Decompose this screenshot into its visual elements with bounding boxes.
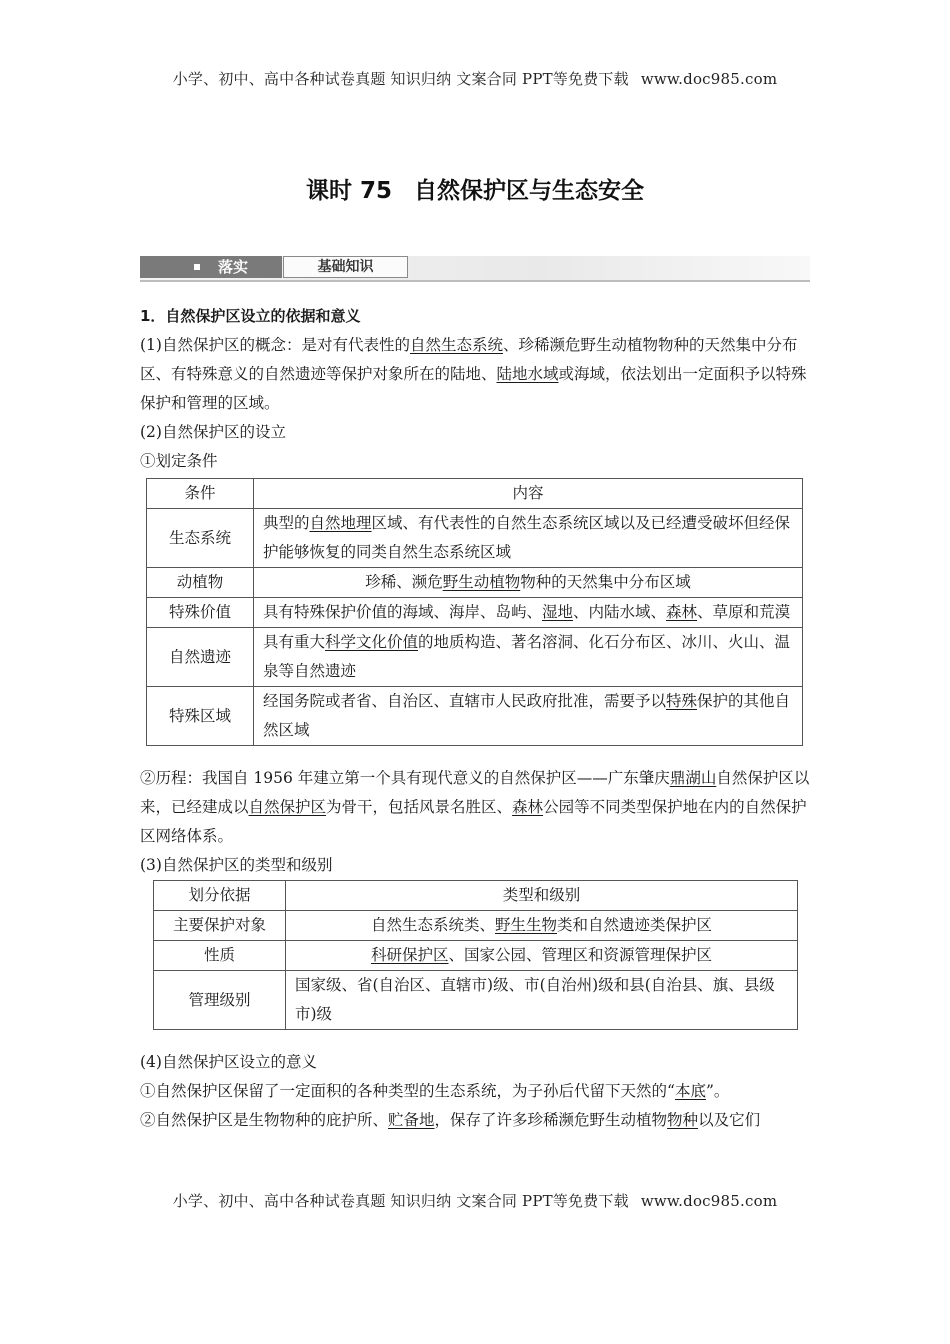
table-header-row bbox=[147, 479, 803, 509]
page-footer bbox=[0, 1190, 950, 1211]
table-cell-basis: 管理级别 bbox=[154, 971, 286, 1030]
table-cell-condition: 动植物 bbox=[147, 568, 254, 598]
table-row bbox=[147, 598, 803, 628]
header-url[interactable]: www.doc985.com bbox=[640, 70, 778, 88]
table-cell-content: 具有特殊保护价值的海域、海岸、岛屿、湿地、内陆水域、森林、草原和荒漠 bbox=[254, 598, 803, 628]
table-cell-content: 珍稀、濒危野生动植物物种的天然集中分布区域 bbox=[254, 568, 803, 598]
table-row bbox=[154, 941, 798, 971]
underlined-answer: 自然生态系统 bbox=[409, 336, 503, 354]
underlined-answer: 贮备地 bbox=[388, 1111, 435, 1129]
page-header bbox=[0, 68, 950, 89]
table-cell-type: 国家级、省(自治区、直辖市)级、市(自治州)级和县(自治县、旗、县级市)级 bbox=[286, 971, 798, 1030]
types-table bbox=[153, 880, 798, 1030]
table-cell-type: 科研保护区、国家公园、管理区和资源管理保护区 bbox=[286, 941, 798, 971]
table-header-cell: 内容 bbox=[254, 479, 803, 509]
table-header-cell: 划分依据 bbox=[154, 881, 286, 911]
table-row bbox=[147, 509, 803, 568]
page-title bbox=[0, 172, 950, 205]
footer-text: 小学、初中、高中各种试卷真题 知识归纳 文案合同 PPT等免费下载 bbox=[172, 1192, 629, 1210]
footer-url[interactable]: www.doc985.com bbox=[640, 1192, 778, 1210]
section-banner bbox=[140, 256, 810, 282]
underlined-answer: 自然保护区 bbox=[248, 798, 327, 816]
paragraph-conditions: ①划定条件 bbox=[140, 452, 218, 470]
table-header-cell: 条件 bbox=[147, 479, 254, 509]
banner-tag bbox=[140, 256, 282, 278]
table-row bbox=[147, 568, 803, 598]
table-cell-content: 具有重大科学文化价值的地质构造、著名溶洞、化石分布区、冰川、火山、温泉等自然遗迹 bbox=[254, 628, 803, 687]
paragraph-concept: (1)自然保护区的概念：是对有代表性的自然生态系统、珍稀濒危野生动植物物种的天然集中分布区、有特殊意义的自然遗迹等保护对象所在的陆地、陆地水域或海域，依法划出一定面积予以特殊保护和管理的区域。 bbox=[140, 336, 807, 412]
paragraph-point-1: ①自然保护区保留了一定面积的各种类型的生态系统，为子孙后代留下天然的“本底”。 bbox=[140, 1082, 730, 1100]
underlined-answer: 森林 bbox=[512, 798, 544, 816]
banner-tag-label: 落实 bbox=[218, 258, 249, 276]
table-cell-condition: 自然遗迹 bbox=[147, 628, 254, 687]
underlined-answer: 本底 bbox=[674, 1082, 706, 1100]
table-header-cell: 类型和级别 bbox=[286, 881, 798, 911]
table-cell-content: 经国务院或者省、自治区、直辖市人民政府批准，需要予以特殊保护的其他自然区域 bbox=[254, 687, 803, 746]
banner-label: 基础知识 bbox=[283, 256, 408, 278]
table-row bbox=[154, 971, 798, 1030]
table-cell-condition: 生态系统 bbox=[147, 509, 254, 568]
paragraph-establish: (2)自然保护区的设立 bbox=[140, 423, 286, 441]
lesson-topic: 自然保护区与生态安全 bbox=[414, 178, 644, 204]
paragraph-point-2: ②自然保护区是生物物种的庇护所、贮备地，保存了许多珍稀濒危野生动植物物种以及它们 bbox=[140, 1111, 761, 1129]
conditions-table bbox=[146, 478, 803, 746]
table-header-row bbox=[154, 881, 798, 911]
table-cell-basis: 主要保护对象 bbox=[154, 911, 286, 941]
table-cell-basis: 性质 bbox=[154, 941, 286, 971]
table-cell-condition: 特殊区域 bbox=[147, 687, 254, 746]
table-cell-type: 自然生态系统类、野生生物类和自然遗迹类保护区 bbox=[286, 911, 798, 941]
paragraph-types: (3)自然保护区的类型和级别 bbox=[140, 856, 333, 874]
table-cell-content: 典型的自然地理区域、有代表性的自然生态系统区域以及已经遭受破坏但经保护能够恢复的同类自然生态系统区域 bbox=[254, 509, 803, 568]
paragraph-history: ②历程：我国自 1956 年建立第一个具有现代意义的自然保护区——广东肇庆鼎湖山自然保护区以来，已经建成以自然保护区为骨干，包括风景名胜区、森林公园等不同类型保护地在内的自然保护区网络体系。 bbox=[140, 769, 810, 845]
section-heading: 1．自然保护区设立的依据和意义 bbox=[140, 307, 361, 325]
document-body bbox=[140, 302, 810, 1135]
table-cell-condition: 特殊价值 bbox=[147, 598, 254, 628]
table-row bbox=[147, 687, 803, 746]
underlined-answer: 鼎湖山 bbox=[669, 769, 717, 787]
paragraph-significance: (4)自然保护区设立的意义 bbox=[140, 1053, 317, 1071]
underlined-answer: 物种 bbox=[667, 1111, 699, 1129]
underlined-answer: 陆地水域 bbox=[496, 365, 559, 383]
square-bullet-icon bbox=[194, 264, 200, 270]
lesson-number: 课时 75 bbox=[305, 178, 392, 204]
header-text: 小学、初中、高中各种试卷真题 知识归纳 文案合同 PPT等免费下载 bbox=[172, 70, 629, 88]
table-row bbox=[147, 628, 803, 687]
table-row bbox=[154, 911, 798, 941]
